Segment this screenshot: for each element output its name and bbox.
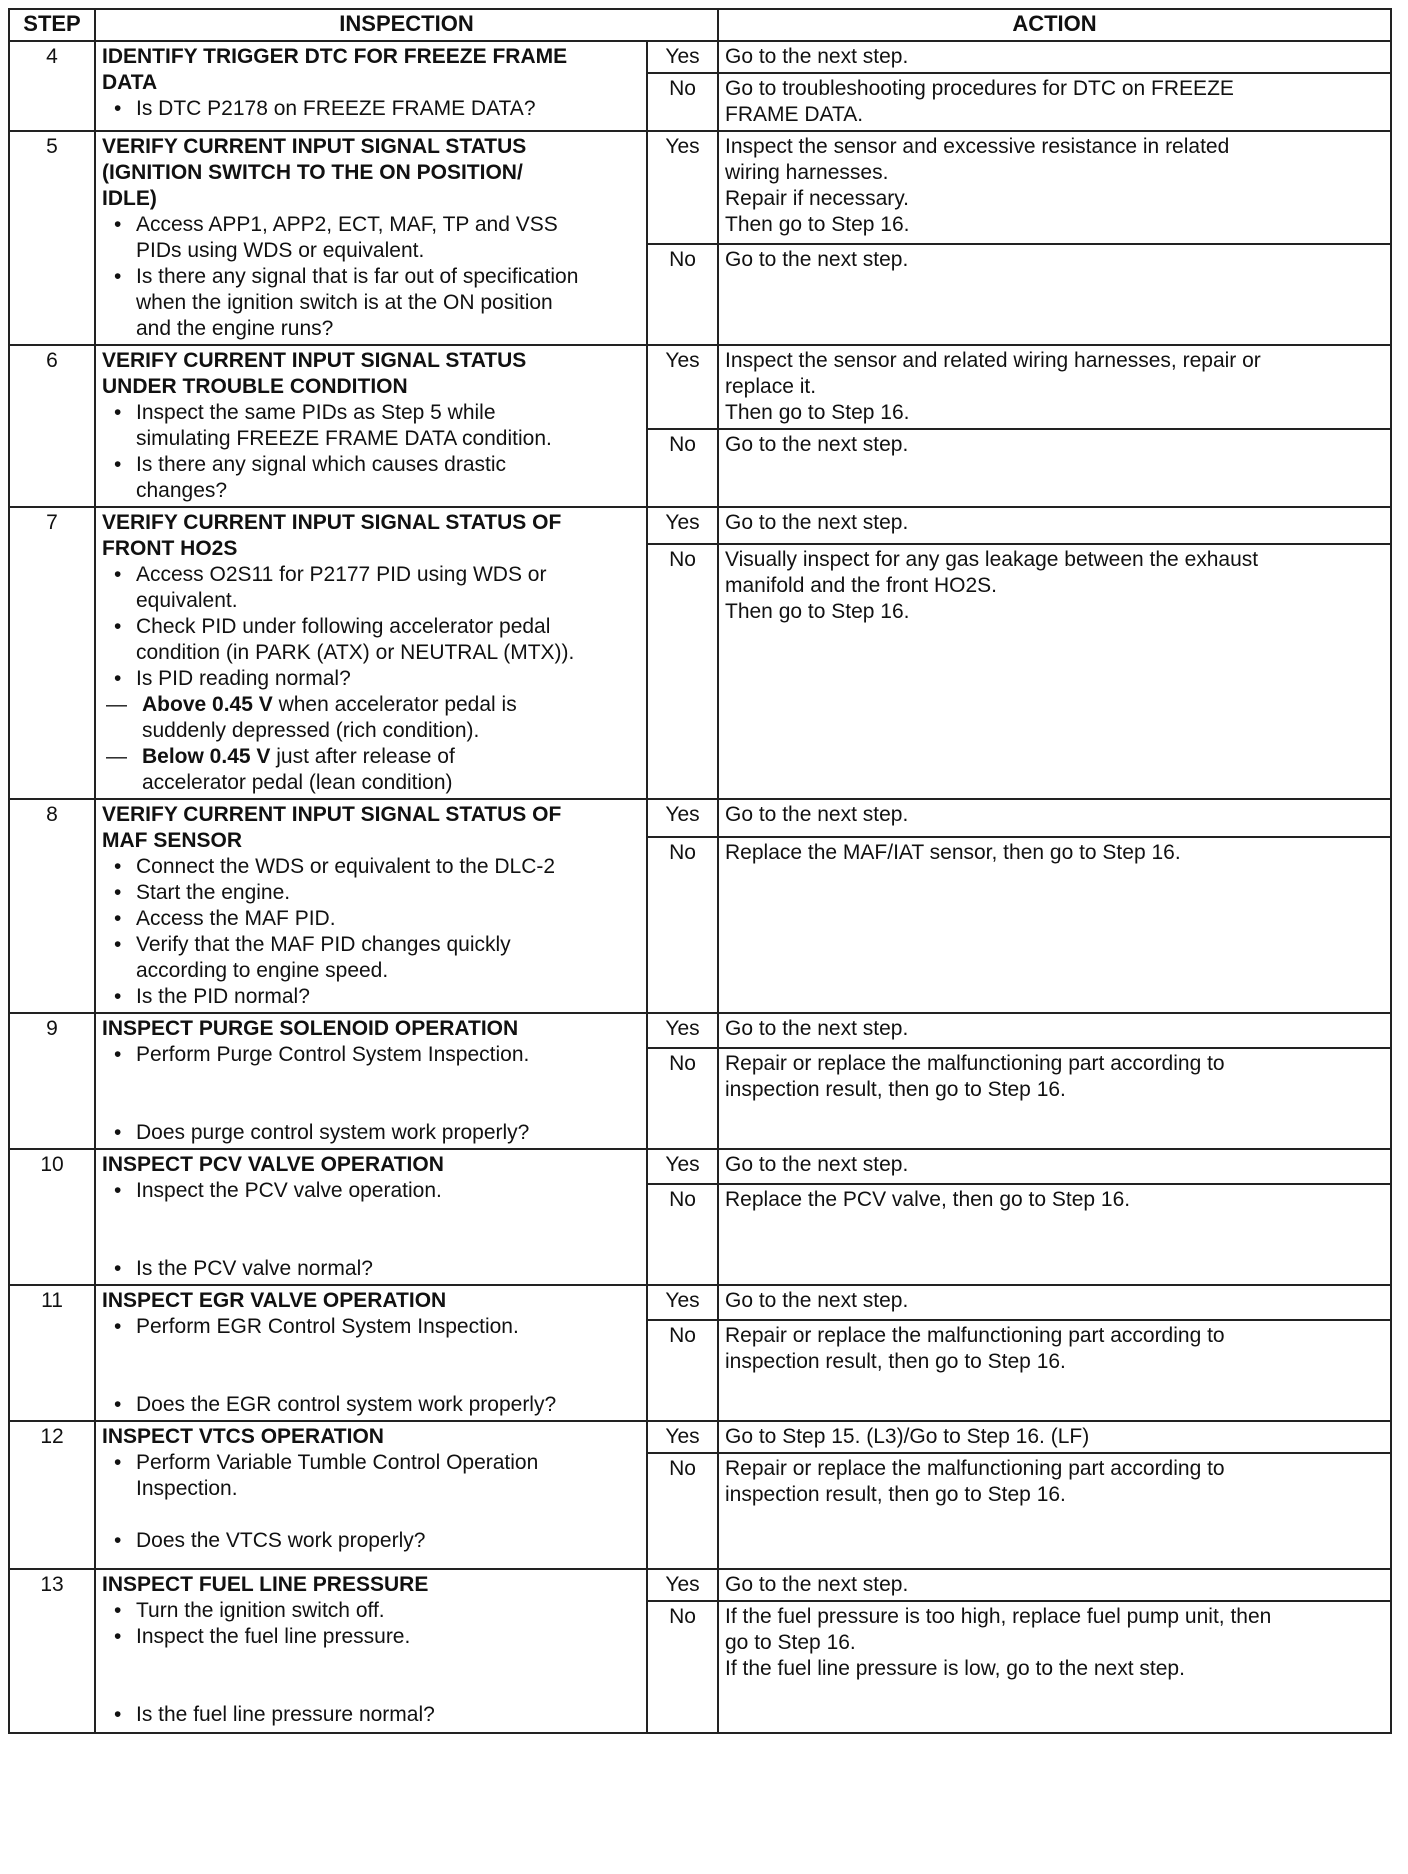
bullet-item (136, 264, 640, 342)
inspection-cell (95, 1013, 647, 1149)
bullet-line: • Inspect the same PIDs as Step 5 while (136, 401, 496, 424)
inspection-cell (95, 799, 647, 1013)
action-line: go to Step 16. (725, 1631, 856, 1654)
title-line: INSPECT EGR VALVE OPERATION (102, 1289, 447, 1312)
bullet-line: • Access the MAF PID. (136, 907, 336, 930)
title-line: DATA (102, 71, 158, 94)
inspection-bullets (102, 854, 640, 1010)
bullet-line: • Start the engine. (136, 881, 291, 904)
inspection-title (102, 44, 640, 96)
bullet-item (136, 984, 640, 1010)
step-number: 6 (9, 345, 95, 507)
action-line: Replace the PCV valve, then go to Step 16. (725, 1187, 1131, 1211)
bullet-line: • Turn the ignition switch off. (136, 1599, 385, 1622)
yes-label: Yes (647, 1569, 718, 1601)
bullet-line: • Does the EGR control system work properly? (136, 1393, 557, 1416)
table-row (9, 1285, 1391, 1320)
bullet-item (136, 212, 640, 264)
condition-item (142, 744, 640, 796)
action-line: Repair or replace the malfunctioning part according to (725, 1051, 1225, 1075)
header-action: ACTION (718, 9, 1391, 41)
inspection-bullets (102, 1450, 640, 1554)
bullet-item (136, 1256, 640, 1282)
yes-label: Yes (647, 799, 718, 837)
no-action (718, 73, 1391, 131)
bullet-item (136, 932, 640, 984)
no-label: No (647, 1184, 718, 1285)
table-row (9, 131, 1391, 244)
inspection-cell (95, 131, 647, 345)
no-action (718, 544, 1391, 800)
step-number: 11 (9, 1285, 95, 1421)
bullet-item (136, 880, 640, 906)
bullet-line: • Access APP1, APP2, ECT, MAF, TP and VSS (136, 213, 558, 236)
bullet-line: • Is PID reading normal? (136, 667, 351, 690)
action-line: Inspect the sensor and related wiring harnesses, repair or (725, 349, 1261, 372)
inspection-table (8, 8, 1392, 1734)
bullet-line: • Inspect the PCV valve operation. (136, 1179, 442, 1202)
inspection-title (102, 1152, 640, 1178)
bullet-item (136, 1450, 640, 1502)
bullet-line: • Connect the WDS or equivalent to the DLC-2 (136, 855, 556, 878)
no-action (718, 1453, 1391, 1569)
bullet-line: • Perform Purge Control System Inspection. (136, 1043, 530, 1066)
title-line: (IGNITION SWITCH TO THE ON POSITION/ (102, 161, 523, 184)
step-number: 4 (9, 41, 95, 131)
bullet-line: • Access O2S11 for P2177 PID using WDS or (136, 563, 547, 586)
action-line: Then go to Step 16. (725, 599, 910, 623)
header-row (9, 9, 1391, 41)
no-label: No (647, 73, 718, 131)
table-row (9, 507, 1391, 544)
inspection-title (102, 802, 640, 854)
yes-label: Yes (647, 507, 718, 544)
bullet-line: • Is there any signal which causes drastic (136, 453, 507, 476)
inspection-title (102, 348, 640, 400)
inspection-cell (95, 41, 647, 131)
header-step: STEP (9, 9, 95, 41)
title-line: MAF SENSOR (102, 829, 243, 852)
step-number: 8 (9, 799, 95, 1013)
yes-action (718, 1285, 1391, 1320)
title-line: IDLE) (102, 187, 157, 210)
bullet-line: condition (in PARK (ATX) or NEUTRAL (MTX)). (136, 641, 575, 664)
procedure-page (8, 8, 1390, 1864)
yes-action (718, 1421, 1391, 1453)
table-row (9, 1569, 1391, 1601)
yes-action (718, 131, 1391, 244)
inspection-cell (95, 1149, 647, 1285)
title-line: UNDER TROUBLE CONDITION (102, 375, 408, 398)
bullet-line: changes? (136, 479, 228, 502)
action-line: Go to the next step. (725, 1573, 909, 1596)
action-line: Go to the next step. (725, 433, 909, 456)
inspection-cell (95, 1285, 647, 1421)
condition-continuation: accelerator pedal (lean condition) (142, 771, 453, 794)
bullet-item (136, 1702, 640, 1728)
bullet-line: • Inspect the fuel line pressure. (136, 1625, 411, 1648)
yes-label: Yes (647, 345, 718, 429)
title-line: INSPECT PURGE SOLENOID OPERATION (102, 1017, 519, 1040)
action-line: Inspect the sensor and excessive resistance in related (725, 135, 1230, 158)
no-label: No (647, 1320, 718, 1421)
title-line: FRONT HO2S (102, 537, 238, 560)
title-line: INSPECT PCV VALVE OPERATION (102, 1153, 444, 1176)
table-row (9, 1421, 1391, 1453)
bullet-item (136, 1178, 640, 1204)
inspection-title (102, 510, 640, 562)
action-line: Go to the next step. (725, 1289, 909, 1312)
no-label: No (647, 429, 718, 507)
condition-list (102, 692, 640, 796)
condition-text: just after release of (270, 745, 455, 768)
action-line: If the fuel line pressure is low, go to the next step. (725, 1657, 1185, 1680)
title-line: IDENTIFY TRIGGER DTC FOR FREEZE FRAME (102, 45, 568, 68)
no-action (718, 1184, 1391, 1285)
action-line: Go to troubleshooting procedures for DTC on FREEZE (725, 77, 1234, 100)
title-line: INSPECT VTCS OPERATION (102, 1425, 384, 1448)
header-inspection: INSPECTION (95, 9, 718, 41)
bullet-line: Inspection. (136, 1477, 238, 1500)
action-line: Go to Step 15. (L3)/Go to Step 16. (LF) (725, 1425, 1090, 1448)
yes-label: Yes (647, 1285, 718, 1320)
bullet-item (136, 906, 640, 932)
no-label: No (647, 244, 718, 345)
bullet-line: • Perform Variable Tumble Control Operation (136, 1451, 539, 1474)
condition-item (142, 692, 640, 744)
no-action (718, 244, 1391, 345)
action-line: Then go to Step 16. (725, 213, 910, 236)
step-number: 12 (9, 1421, 95, 1569)
bullet-line: • Perform EGR Control System Inspection. (136, 1315, 519, 1338)
title-line: VERIFY CURRENT INPUT SIGNAL STATUS (102, 135, 527, 158)
action-line: wiring harnesses. (725, 161, 889, 184)
bullet-line: • Does the VTCS work properly? (136, 1529, 426, 1552)
bullet-line: according to engine speed. (136, 959, 389, 982)
table-row (9, 1013, 1391, 1048)
inspection-bullets (102, 1042, 640, 1146)
inspection-bullets (102, 96, 640, 122)
bullet-item (136, 1120, 640, 1146)
action-line: Go to the next step. (725, 248, 909, 272)
table-row (9, 799, 1391, 837)
inspection-bullets (102, 400, 640, 504)
bullet-line: and the engine runs? (136, 317, 334, 340)
action-line: Go to the next step. (725, 1153, 909, 1176)
condition-text: when accelerator pedal is (272, 693, 517, 716)
step-number: 10 (9, 1149, 95, 1285)
yes-action (718, 799, 1391, 837)
bullet-line: • Check PID under following accelerator pedal (136, 615, 551, 638)
bullet-item (136, 1598, 640, 1624)
action-line: Repair or replace the malfunctioning part according to (725, 1323, 1225, 1347)
no-label: No (647, 1048, 718, 1149)
no-action (718, 837, 1391, 1013)
action-line: replace it. (725, 375, 817, 398)
inspection-cell (95, 345, 647, 507)
action-line: Go to the next step. (725, 1017, 909, 1040)
table-body (9, 41, 1391, 1733)
yes-label: Yes (647, 131, 718, 244)
inspection-title (102, 1288, 640, 1314)
bullet-line: • Does purge control system work properly? (136, 1121, 530, 1144)
inspection-bullets (102, 1178, 640, 1282)
action-line: Go to the next step. (725, 803, 909, 826)
bullet-line: equivalent. (136, 589, 238, 612)
no-label: No (647, 1453, 718, 1569)
title-line: VERIFY CURRENT INPUT SIGNAL STATUS OF (102, 803, 562, 826)
step-number: 9 (9, 1013, 95, 1149)
no-action (718, 1320, 1391, 1421)
bullet-item (136, 854, 640, 880)
action-line: Replace the MAF/IAT sensor, then go to Step 16. (725, 840, 1181, 864)
action-line: Go to the next step. (725, 511, 909, 534)
action-line: inspection result, then go to Step 16. (725, 1349, 1066, 1373)
bullet-item (136, 562, 640, 614)
action-line: manifold and the front HO2S. (725, 573, 997, 597)
inspection-bullets (102, 212, 640, 342)
action-line: Repair or replace the malfunctioning part according to (725, 1457, 1225, 1480)
bullet-item: • Is DTC P2178 on FREEZE FRAME DATA? (136, 96, 640, 122)
yes-action (718, 1569, 1391, 1601)
yes-label: Yes (647, 1149, 718, 1184)
bullet-item (136, 1528, 640, 1554)
table-row (9, 1149, 1391, 1184)
inspection-bullets (102, 1314, 640, 1418)
bullet-line: • Is the PCV valve normal? (136, 1257, 373, 1280)
yes-action (718, 1013, 1391, 1048)
inspection-cell (95, 507, 647, 799)
action-line: FRAME DATA. (725, 103, 864, 126)
action-line: Go to the next step. (725, 45, 909, 68)
no-action (718, 429, 1391, 507)
no-label: No (647, 1601, 718, 1733)
inspection-bullets (102, 1598, 640, 1728)
bullet-line: • Is there any signal that is far out of specification (136, 265, 579, 288)
title-line: VERIFY CURRENT INPUT SIGNAL STATUS OF (102, 511, 562, 534)
bullet-item (136, 1392, 640, 1418)
bullet-item (136, 400, 640, 452)
yes-label: Yes (647, 41, 718, 73)
bullet-line: PIDs using WDS or equivalent. (136, 239, 425, 262)
table-row (9, 345, 1391, 429)
bullet-item (136, 1042, 640, 1068)
bullet-line: • Is the PID normal? (136, 985, 310, 1008)
no-action (718, 1601, 1391, 1733)
step-number: 13 (9, 1569, 95, 1733)
yes-action (718, 1149, 1391, 1184)
table-row (9, 41, 1391, 73)
action-line: If the fuel pressure is too high, replace fuel pump unit, then (725, 1605, 1272, 1628)
yes-action (718, 507, 1391, 544)
condition-threshold: Above 0.45 V (142, 693, 273, 716)
step-number: 7 (9, 507, 95, 799)
bullet-item (136, 452, 640, 504)
title-line: VERIFY CURRENT INPUT SIGNAL STATUS (102, 349, 527, 372)
step-number: 5 (9, 131, 95, 345)
bullet-item (136, 1314, 640, 1340)
action-line: Repair if necessary. (725, 187, 910, 210)
inspection-title (102, 134, 640, 212)
bullet-line: simulating FREEZE FRAME DATA condition. (136, 427, 552, 450)
inspection-title (102, 1572, 640, 1598)
inspection-title (102, 1424, 640, 1450)
inspection-bullets (102, 562, 640, 692)
condition-threshold: Below 0.45 V (142, 745, 271, 768)
no-label: No (647, 544, 718, 800)
title-line: INSPECT FUEL LINE PRESSURE (102, 1573, 429, 1596)
yes-action (718, 41, 1391, 73)
inspection-title (102, 1016, 640, 1042)
condition-continuation: suddenly depressed (rich condition). (142, 719, 480, 742)
inspection-cell (95, 1421, 647, 1569)
bullet-line: • Is the fuel line pressure normal? (136, 1703, 435, 1726)
no-action (718, 1048, 1391, 1149)
bullet-item (136, 1624, 640, 1650)
bullet-line: • Verify that the MAF PID changes quickly (136, 933, 511, 956)
inspection-cell (95, 1569, 647, 1733)
action-line: Then go to Step 16. (725, 401, 910, 424)
action-line: Visually inspect for any gas leakage between the exhaust (725, 547, 1259, 571)
action-line: inspection result, then go to Step 16. (725, 1483, 1066, 1506)
no-label: No (647, 837, 718, 1013)
action-line: inspection result, then go to Step 16. (725, 1077, 1066, 1101)
yes-action (718, 345, 1391, 429)
bullet-item (136, 666, 640, 692)
yes-label: Yes (647, 1013, 718, 1048)
bullet-item (136, 614, 640, 666)
yes-label: Yes (647, 1421, 718, 1453)
bullet-line: when the ignition switch is at the ON position (136, 291, 553, 314)
